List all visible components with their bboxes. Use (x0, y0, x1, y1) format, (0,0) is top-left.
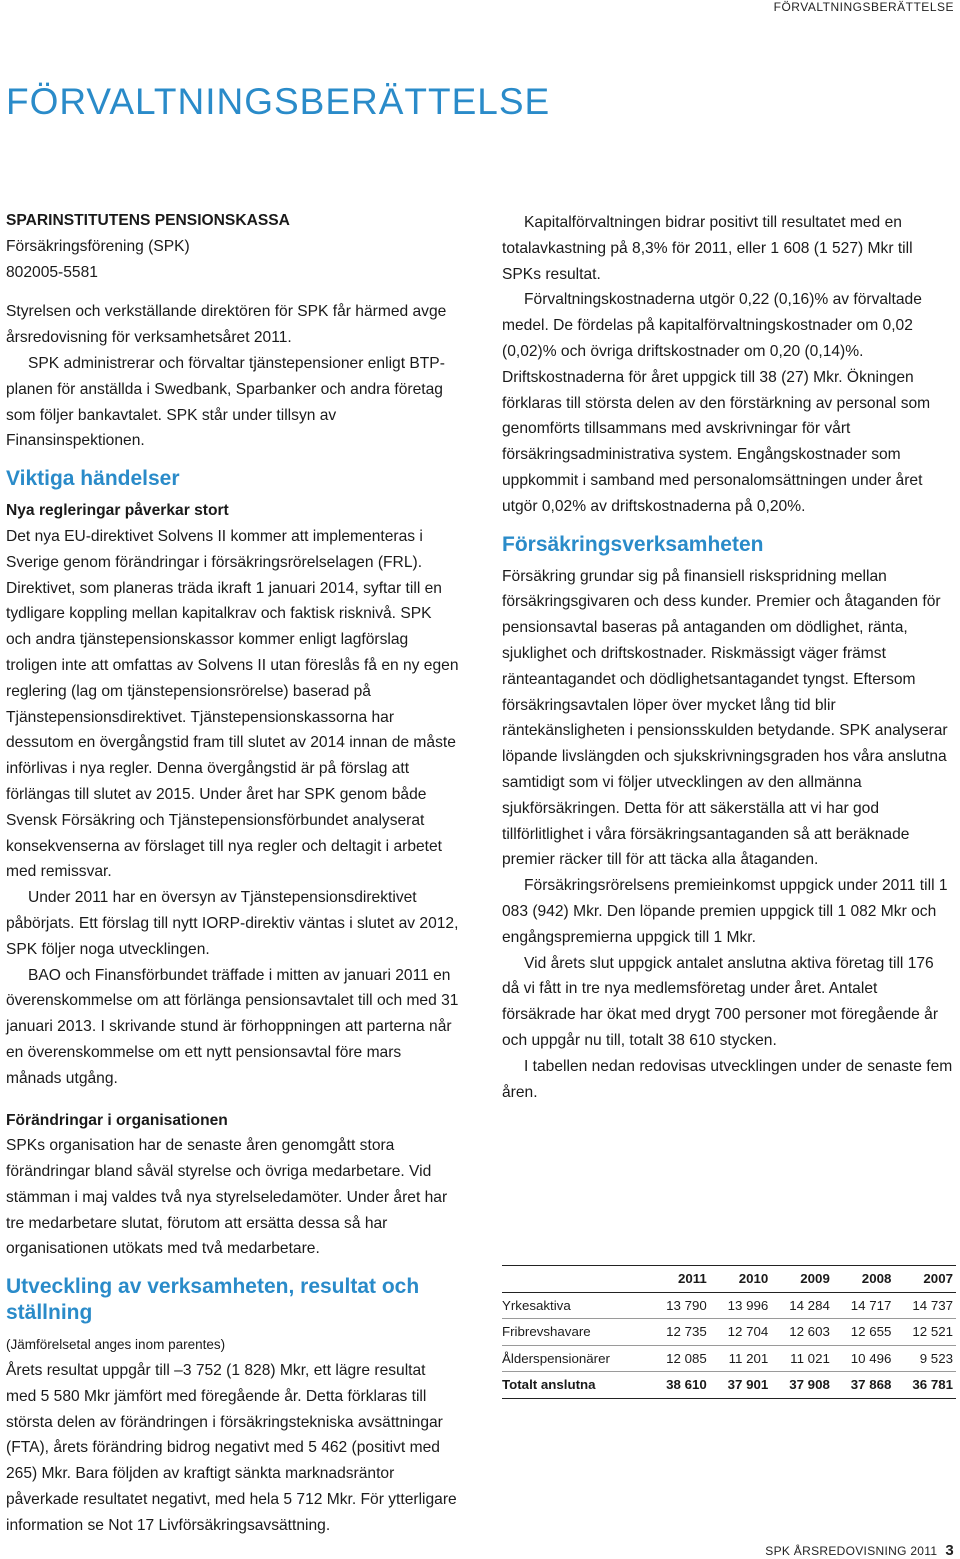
table-cell: 14 717 (850, 1297, 892, 1313)
table-cell: 36 781 (912, 1377, 953, 1393)
table-cell: 11 201 (728, 1350, 769, 1366)
intro-paragraph-2: SPK administrerar och förvaltar tjänstepensioner enligt BTP-planen för anställda i Swedbank, Sparbanker och andra företag som följer bankavtalet. SPK står under tillsyn av Finansinspektionen. (6, 354, 445, 450)
page-number: 3 (945, 1542, 954, 1559)
table-row-label: Yrkesaktiva (502, 1297, 571, 1313)
heading-forsakringsverksamheten: Försäkringsverksamheten (502, 532, 764, 556)
table-cell: 14 737 (912, 1297, 953, 1313)
intro-paragraph-1: Styrelsen och verkställande direktören för SPK får härmed avge årsredovisning för verksamhetsåret 2011. (6, 303, 447, 347)
subheading-forandringar: Förändringar i organisationen (6, 1111, 228, 1129)
utveckling-paragraph-2: Kapitalförvaltningen bidrar positivt till resultatet med en totalavkastning på 8,3% för 2011, eller 1 608 (1 527) Mkr till SPKs resultat. (502, 214, 913, 283)
table-cell: 12 521 (912, 1324, 953, 1340)
viktiga-paragraph-2: Under 2011 har en översyn av Tjänstepensionsdirektivet påbörjats. Ett förslag till nytt IORP-direktiv väntas i slutet av 2012, SPK följer noga utvecklingen. (6, 889, 459, 958)
utveckling-paragraph-1: Årets resultat uppgår till –3 752 (1 828) Mkr, ett lägre resultat med 5 580 Mkr jämfört med föregående år. Detta förklaras till största delen av förändringen i försäkringstekniska avsättningar (FTA), årets förändring bidrog negativt med 5 462 (positivt med 265) Mkr. Bara följden av kraftigt sänkta marknadsräntor påverkade resultatet negativt, med hela 5 712 Mkr. För ytterligare information se Not 17 Livförsäkringsavsättning. (6, 1362, 457, 1534)
table-cell: 14 284 (789, 1297, 830, 1313)
table-cell: 12 603 (789, 1324, 830, 1340)
table-header-row (502, 1266, 956, 1293)
table-header-year: 2007 (923, 1271, 953, 1287)
table-row-label: Ålderspensionärer (502, 1350, 610, 1366)
running-head: FÖRVALTNINGSBERÄTTELSE (773, 0, 954, 14)
table-cell: 37 901 (727, 1377, 769, 1393)
members-table (502, 1265, 956, 1399)
heading-viktiga-handelser: Viktiga händelser (6, 467, 180, 491)
org-form: Försäkringsförening (SPK) (6, 237, 190, 255)
table-cell: 9 523 (919, 1350, 953, 1366)
table-cell: 13 790 (666, 1297, 707, 1313)
table-cell: 37 868 (850, 1377, 892, 1393)
forsakring-paragraph-2: Försäkringsrörelsens premieinkomst uppgick under 2011 till 1 083 (942) Mkr. Den löpande premien uppgick till 1 082 Mkr och engångspremierna uppgick till 1 Mkr. (502, 877, 948, 946)
forsakring-paragraph-1: Försäkring grundar sig på finansiell riskspridning mellan försäkringsgivaren och dess kunder. Premier och åtaganden för pensionsavtal baseras på antaganden om dödlighet, ränta, sjuklighet och driftskostnader. Riskmässigt väger främst ränteantagandet och dödlighetsantagandet tyngst. Eftersom försäkringsavtalen löper över mycket lång tid blir räntekänsligheten i pensionsskulden betydande. SPK analyserar löpande livslängden och sjukskrivningsgraden hos våra anslutna samtidigt som vi följer utvecklingen av den allmänna sjukförsäkringen. Detta för att säkerställa att vi har god tillförlitlighet i våra försäkringsantaganden så att beräknade premier räcker till för att täcka alla åtaganden. (502, 567, 948, 869)
table-cell: 37 908 (789, 1377, 830, 1393)
table-cell: 12 655 (850, 1324, 892, 1340)
heading-utveckling: Utveckling av verksamheten, resultat och ställning (6, 1275, 420, 1325)
utveckling-paragraph-3: Förvaltningskostnaderna utgör 0,22 (0,16)% av förvaltade medel. De fördelas på kapitalförvaltningskostnader om 0,02 (0,02)% och övriga driftskostnader om 0,20 (0,14)%. Driftskostnaderna för året uppgick till 38 (27) Mkr. Ökningen förklaras till största delen av den förstärkning av personal som genomförts tillsammans med avskrivningar för vårt försäkringsadministrativa system. Engångskostnader som uppkommit i samband med personalomsättningen under året utgör 0,02% av driftskostnaderna på 0,20%. (502, 291, 931, 515)
org-header (6, 208, 460, 285)
table-header-label (502, 1266, 648, 1293)
footer-label: SPK ÅRSREDOVISNING 2011 (765, 1544, 938, 1558)
table-row-label: Fribrevshavare (502, 1324, 591, 1340)
table-header-year: 2011 (677, 1271, 707, 1287)
table-row (502, 1345, 956, 1372)
table-header-year: 2008 (861, 1271, 892, 1287)
table-row (502, 1319, 956, 1346)
viktiga-paragraph-1: Det nya EU-direktivet Solvens II kommer att implementeras i Sverige genom förändringar i försäkringsrörelselagen (FRL). Direktivet, som planeras träda ikraft 1 januari 2014, syftar till en tydligare koppling mellan kapitalkrav och faktisk risknivå. SPK och andra tjänstepensionskassor kommer enligt lagförslag troligen inte att omfattas av Solvens II utan föreslås få en ny egen reglering (lag om tjänstepensionsrörelse) baserad på Tjänstepensionsdirektivet. Tjänstepensionskassorna har dessutom en övergångstid fram till slutet av 2014 innan de måste införlivas i nya regler. Denna övergångstid är på förslag att förlängas till slutet av 2015. Under året har SPK genom både Svensk Försäkring och Tjänstepensionsförbundet analyserat konsekvenserna av förslaget till nya regler och deltagit i arbetet med remissvar. (6, 527, 459, 881)
forsakring-paragraph-3: Vid årets slut uppgick antalet anslutna aktiva företag till 176 då vi fått in tre nya medlemsföretag under året. Antalet försäkrade har ökat med drygt 700 personer mot föregående år och uppgår nu till, totalt 38 610 stycken. (502, 954, 939, 1049)
table-cell: 12 085 (666, 1350, 707, 1366)
subheading-nya-regleringar: Nya regleringar påverkar stort (6, 502, 229, 520)
page-footer (765, 1542, 954, 1559)
organisation-paragraph: SPKs organisation har de senaste åren genomgått stora förändringar bland såväl styrelse och övriga medarbetare. Vid stämman i maj valdes två nya styrelseledamöter. Under året har tre medarbetare slutat, förutom att ersätta dessa så har organisationen utökats med två medarbetare. (6, 1137, 448, 1258)
table-header-year: 2010 (738, 1271, 769, 1287)
table-row-label: Totalt anslutna (502, 1377, 596, 1393)
table-cell: 13 996 (727, 1297, 769, 1313)
table-cell: 38 610 (666, 1377, 707, 1393)
org-reg-no: 802005-5581 (6, 263, 98, 281)
table-cell: 12 704 (727, 1324, 769, 1340)
table-cell: 12 735 (666, 1324, 707, 1340)
left-column (6, 208, 460, 1539)
page-title: FÖRVALTNINGSBERÄTTELSE (6, 80, 551, 122)
table-cell: 11 021 (790, 1350, 830, 1366)
table-cell: 10 496 (850, 1350, 892, 1366)
right-column (502, 210, 954, 1105)
forsakring-paragraph-4: I tabellen nedan redovisas utvecklingen under de senaste fem åren. (502, 1057, 953, 1101)
table-row (502, 1292, 956, 1319)
viktiga-paragraph-3: BAO och Finansförbundet träffade i mitten av januari 2011 en överenskommelse om att förlänga pensionsavtalet till och med 31 januari 2013. I skrivande stund är förhoppningen att parterna når en överenskommelse om ett nytt pensionsavtal före mars månads utgång. (6, 966, 459, 1087)
table-header-year: 2009 (800, 1271, 830, 1287)
comparison-note: (Jämförelsetal anges inom parentes) (6, 1337, 226, 1353)
org-name: SPARINSTITUTENS PENSIONSKASSA (6, 212, 290, 229)
table-total-row (502, 1372, 956, 1399)
